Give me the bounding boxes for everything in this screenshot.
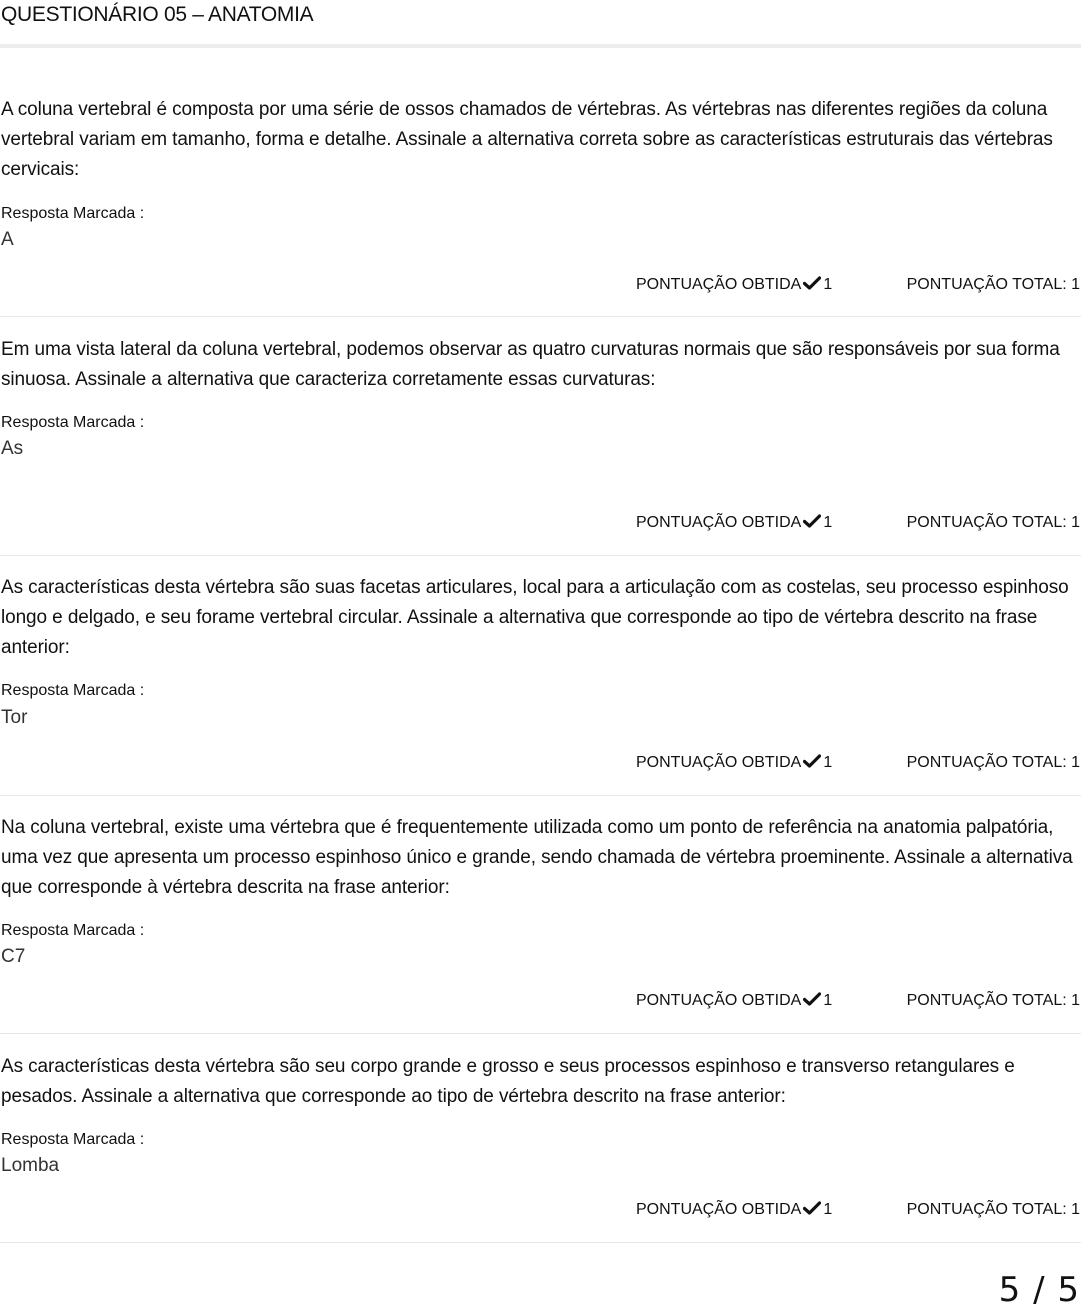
score-obtained-label: PONTUAÇÃO OBTIDA bbox=[636, 514, 802, 531]
score-obtained-label: PONTUAÇÃO OBTIDA bbox=[636, 992, 802, 1009]
page-indicator: 5 / 5 bbox=[998, 1270, 1080, 1310]
score-total: PONTUAÇÃO TOTAL: 1 bbox=[906, 992, 1080, 1009]
score-row bbox=[0, 1201, 1081, 1225]
score-total: PONTUAÇÃO TOTAL: 1 bbox=[906, 276, 1080, 293]
question-item bbox=[0, 95, 1081, 317]
score-total: PONTUAÇÃO TOTAL: 1 bbox=[906, 1201, 1080, 1218]
question-text: A coluna vertebral é composta por uma série de ossos chamados de vértebras. As vértebras nas diferentes regiões da coluna vertebral variam em tamanho, forma e detalhe. Assinale a alternativa correta sobre as características estruturais das vértebras cervicais: bbox=[1, 99, 1053, 180]
question-text: As características desta vértebra são seu corpo grande e grosso e seus processos espinhoso e transverso retangulares e pesados. Assinale a alternativa que corresponde ao tipo de vértebra descrito na frase anterior: bbox=[1, 1056, 1015, 1107]
answer-label: Resposta Marcada : bbox=[1, 922, 145, 939]
answer-label: Resposta Marcada : bbox=[1, 205, 145, 222]
score-total: PONTUAÇÃO TOTAL: 1 bbox=[906, 754, 1080, 771]
score-obtained-value: 1 bbox=[823, 1201, 833, 1218]
score-row bbox=[0, 754, 1081, 778]
answer-value: Tor bbox=[1, 707, 28, 728]
check-icon bbox=[803, 276, 821, 290]
score-obtained bbox=[636, 754, 832, 772]
check-icon bbox=[803, 1201, 821, 1215]
question-text: Na coluna vertebral, existe uma vértebra que é frequentemente utilizada como um ponto de referência na anatomia palpatória, uma vez que apresenta um processo espinhoso único e grande, sendo chamada de vértebra proeminente. Assinale a alternativa que corresponde à vértebra descrita na frase anterior: bbox=[1, 817, 1073, 898]
score-obtained-value: 1 bbox=[823, 276, 833, 293]
answer-label: Resposta Marcada : bbox=[1, 414, 145, 431]
question-text: Em uma vista lateral da coluna vertebral, podemos observar as quatro curvaturas normais que são responsáveis por sua forma sinuosa. Assinale a alternativa que caracteriza corretamente essas curvaturas: bbox=[1, 339, 1060, 390]
score-obtained-label: PONTUAÇÃO OBTIDA bbox=[636, 1201, 802, 1218]
score-row bbox=[0, 276, 1081, 300]
score-obtained bbox=[636, 992, 832, 1010]
score-total: PONTUAÇÃO TOTAL: 1 bbox=[906, 514, 1080, 531]
answer-value: As bbox=[1, 438, 24, 459]
score-row bbox=[0, 992, 1081, 1016]
answer-value: C7 bbox=[1, 946, 26, 967]
score-obtained bbox=[636, 1201, 832, 1219]
question-item bbox=[0, 1052, 1081, 1243]
score-obtained-value: 1 bbox=[823, 992, 833, 1009]
score-obtained-value: 1 bbox=[823, 754, 833, 771]
answer-label: Resposta Marcada : bbox=[1, 1131, 145, 1148]
page-header bbox=[0, 0, 1081, 48]
score-obtained bbox=[636, 276, 832, 294]
question-item bbox=[0, 335, 1081, 556]
score-obtained-label: PONTUAÇÃO OBTIDA bbox=[636, 754, 802, 771]
question-text: As características desta vértebra são suas facetas articulares, local para a articulação com as costelas, seu processo espinhoso longo e delgado, e seu forame vertebral circular. Assinale a alternativa que corresponde ao tipo de vértebra descrito na frase anterior: bbox=[1, 577, 1069, 658]
answer-label: Resposta Marcada : bbox=[1, 682, 145, 699]
answer-value: Lomba bbox=[1, 1155, 60, 1176]
score-obtained-value: 1 bbox=[823, 514, 833, 531]
answer-value: A bbox=[1, 229, 14, 250]
check-icon bbox=[803, 754, 821, 768]
score-row bbox=[0, 514, 1081, 538]
check-icon bbox=[803, 992, 821, 1006]
check-icon bbox=[803, 514, 821, 528]
page-title: QUESTIONÁRIO 05 – ANATOMIA bbox=[1, 3, 314, 26]
question-item bbox=[0, 813, 1081, 1034]
score-obtained bbox=[636, 514, 832, 532]
score-obtained-label: PONTUAÇÃO OBTIDA bbox=[636, 276, 802, 293]
question-item bbox=[0, 573, 1081, 796]
